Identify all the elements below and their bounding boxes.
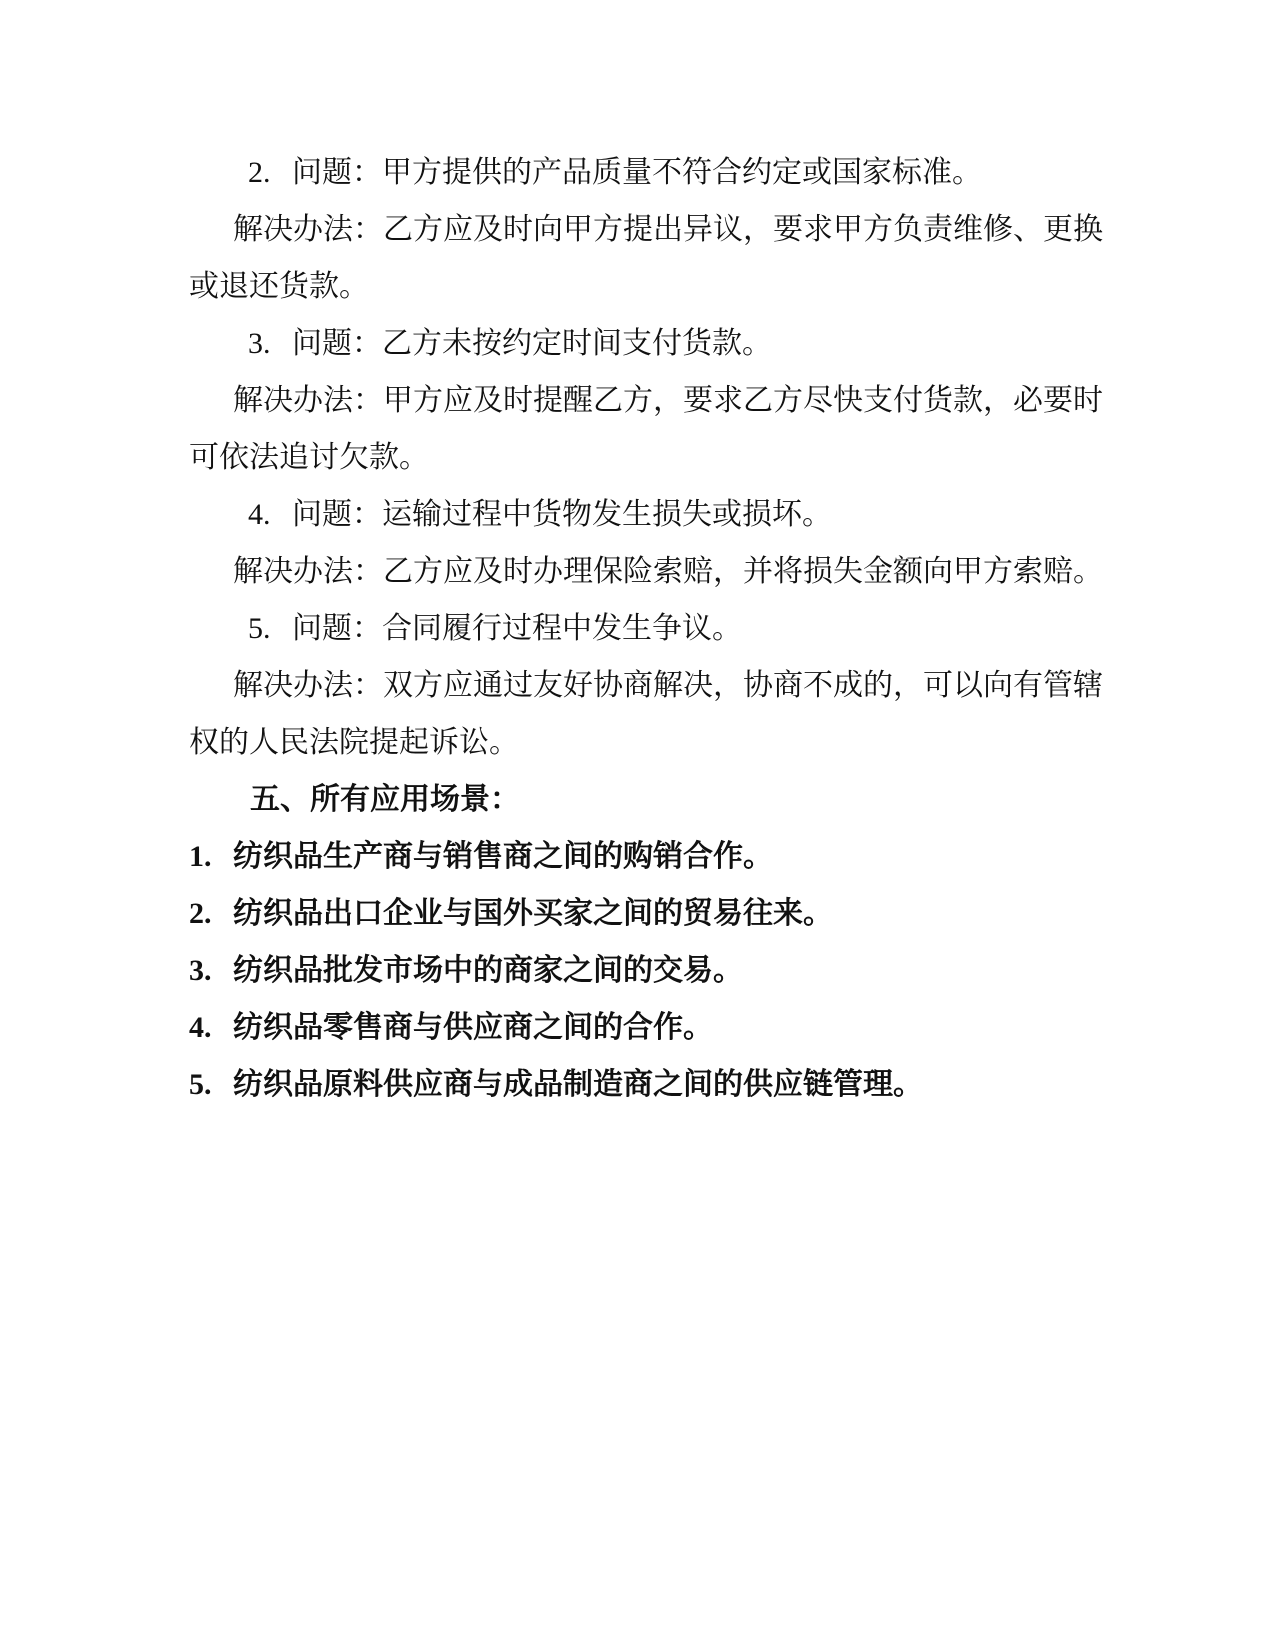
scenario-text: 纺织品出口企业与国外买家之间的贸易往来。 bbox=[233, 897, 833, 930]
problem-text: 问题：运输过程中货物发生损失或损坏。 bbox=[292, 498, 832, 531]
item-number: 5. bbox=[189, 1068, 212, 1101]
item-number: 2. bbox=[248, 156, 271, 189]
scenario-item-4 bbox=[189, 999, 1149, 1056]
problem-line-3 bbox=[189, 315, 1149, 372]
item-number: 5. bbox=[248, 612, 271, 645]
item-number: 2. bbox=[189, 897, 212, 930]
problem-text: 问题：乙方未按约定时间支付货款。 bbox=[292, 327, 772, 360]
scenario-item-3 bbox=[189, 942, 1149, 999]
scenario-item-1 bbox=[189, 828, 1149, 885]
document-body bbox=[189, 144, 1149, 1113]
scenario-text: 纺织品批发市场中的商家之间的交易。 bbox=[233, 954, 743, 987]
solution-line: 解决办法：双方应通过友好协商解决，协商不成的，可以向有管辖 bbox=[233, 669, 1103, 702]
solution-line: 解决办法：乙方应及时向甲方提出异议，要求甲方负责维修、更换 bbox=[233, 213, 1103, 246]
problem-text: 问题：合同履行过程中发生争议。 bbox=[292, 612, 742, 645]
item-number: 1. bbox=[189, 840, 212, 873]
problem-line-4 bbox=[189, 486, 1149, 543]
problem-line-5 bbox=[189, 600, 1149, 657]
scenario-text: 纺织品原料供应商与成品制造商之间的供应链管理。 bbox=[233, 1068, 923, 1101]
continuation-line: 或退还货款。 bbox=[189, 270, 369, 303]
scenario-item-2 bbox=[189, 885, 1149, 942]
problem-line-2 bbox=[189, 144, 1149, 201]
continuation-line: 可依法追讨欠款。 bbox=[189, 441, 429, 474]
problem-text: 问题：甲方提供的产品质量不符合约定或国家标准。 bbox=[292, 156, 982, 189]
solution-line: 解决办法：乙方应及时办理保险索赔，并将损失金额向甲方索赔。 bbox=[233, 555, 1103, 588]
section-heading: 五、所有应用场景： bbox=[250, 783, 520, 816]
solution-line: 解决办法：甲方应及时提醒乙方，要求乙方尽快支付货款，必要时 bbox=[233, 384, 1103, 417]
item-number: 3. bbox=[189, 954, 212, 987]
scenario-text: 纺织品零售商与供应商之间的合作。 bbox=[233, 1011, 713, 1044]
scenario-text: 纺织品生产商与销售商之间的购销合作。 bbox=[233, 840, 773, 873]
continuation-line: 权的人民法院提起诉讼。 bbox=[189, 726, 519, 759]
item-number: 4. bbox=[189, 1011, 212, 1044]
item-number: 4. bbox=[248, 498, 271, 531]
item-number: 3. bbox=[248, 327, 271, 360]
scenario-item-5 bbox=[189, 1056, 1149, 1113]
